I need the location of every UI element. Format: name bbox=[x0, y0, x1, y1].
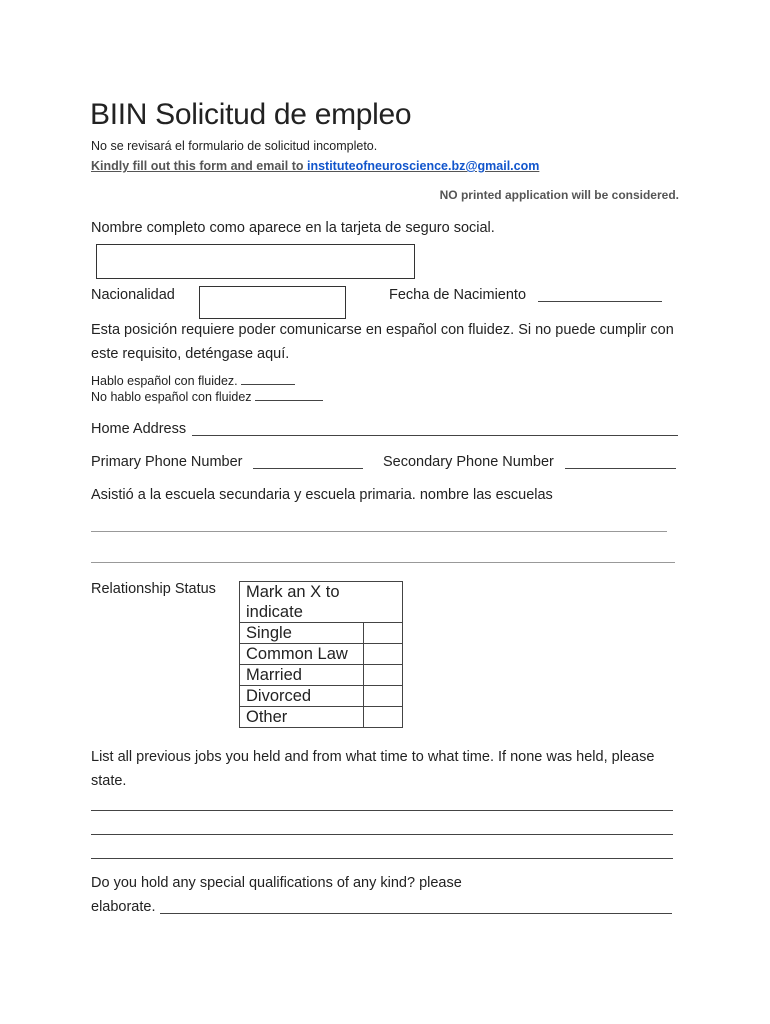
primary-phone-label: Primary Phone Number bbox=[91, 454, 243, 470]
home-address-field[interactable] bbox=[192, 435, 678, 436]
table-header-cell: Mark an X to indicate bbox=[240, 582, 403, 623]
full-name-field[interactable] bbox=[96, 244, 415, 279]
email-link[interactable]: instituteofneuroscience.bz@gmail.com bbox=[306, 159, 540, 173]
page-title: BIIN Solicitud de empleo bbox=[90, 98, 412, 131]
no-spanish-field[interactable] bbox=[255, 388, 323, 401]
relationship-status-label: Relationship Status bbox=[91, 581, 216, 597]
speaks-spanish-field[interactable] bbox=[241, 372, 295, 385]
previous-jobs-label: List all previous jobs you held and from what time to what time. If none was held, please state. bbox=[91, 749, 655, 789]
table-row bbox=[240, 665, 403, 686]
submission-instructions bbox=[91, 159, 539, 173]
relationship-mark-cell[interactable] bbox=[364, 665, 403, 686]
table-row bbox=[240, 707, 403, 728]
relationship-option-label: Married bbox=[240, 665, 364, 686]
secondary-phone-label: Secondary Phone Number bbox=[383, 454, 554, 470]
schools-label: Asistió a la escuela secundaria y escuela primaria. nombre las escuelas bbox=[91, 487, 553, 503]
relationship-option-label: Divorced bbox=[240, 686, 364, 707]
qualifications-label-line-1: Do you hold any special qualifications of any kind? please bbox=[91, 875, 462, 891]
speaks-spanish-label: Hablo español con fluidez. bbox=[91, 374, 238, 388]
dob-field[interactable] bbox=[538, 301, 662, 302]
instructions-text: Kindly fill out this form and email to bbox=[91, 159, 307, 173]
relationship-status-table bbox=[239, 581, 403, 728]
relationship-mark-cell[interactable] bbox=[364, 686, 403, 707]
spanish-requirement-text: Esta posición requiere poder comunicarse en español con fluidez. Si no puede cumplir con este requisito, deténgase aquí. bbox=[91, 322, 674, 362]
table-row bbox=[240, 686, 403, 707]
speaks-spanish-option bbox=[91, 372, 295, 389]
home-address-label: Home Address bbox=[91, 421, 187, 437]
relationship-mark-cell[interactable] bbox=[364, 623, 403, 644]
no-spanish-option bbox=[91, 388, 323, 405]
previous-jobs-field-line-1[interactable] bbox=[91, 810, 673, 811]
table-row bbox=[240, 644, 403, 665]
relationship-option-label: Other bbox=[240, 707, 364, 728]
previous-jobs-field-line-3[interactable] bbox=[91, 858, 673, 859]
nationality-field[interactable] bbox=[199, 286, 346, 319]
full-name-label: Nombre completo como aparece en la tarjeta de seguro social. bbox=[91, 220, 495, 236]
table-header-row bbox=[240, 582, 403, 623]
schools-field-line-1[interactable] bbox=[91, 531, 667, 532]
qualifications-field[interactable] bbox=[160, 913, 672, 914]
incomplete-form-warning: No se revisará el formulario de solicitud incompleto. bbox=[91, 139, 378, 153]
relationship-mark-cell[interactable] bbox=[364, 707, 403, 728]
no-spanish-label: No hablo español con fluidez bbox=[91, 390, 252, 404]
qualifications-label-line-2: elaborate. bbox=[91, 899, 156, 915]
schools-field-line-2[interactable] bbox=[91, 562, 675, 563]
relationship-option-label: Single bbox=[240, 623, 364, 644]
primary-phone-field[interactable] bbox=[253, 468, 363, 469]
relationship-option-label: Common Law bbox=[240, 644, 364, 665]
secondary-phone-field[interactable] bbox=[565, 468, 676, 469]
table-row bbox=[240, 623, 403, 644]
relationship-mark-cell[interactable] bbox=[364, 644, 403, 665]
dob-label: Fecha de Nacimiento bbox=[389, 287, 527, 303]
printed-notice: NO printed application will be considered. bbox=[439, 188, 679, 202]
previous-jobs-field-line-2[interactable] bbox=[91, 834, 673, 835]
nationality-label: Nacionalidad bbox=[91, 287, 175, 303]
